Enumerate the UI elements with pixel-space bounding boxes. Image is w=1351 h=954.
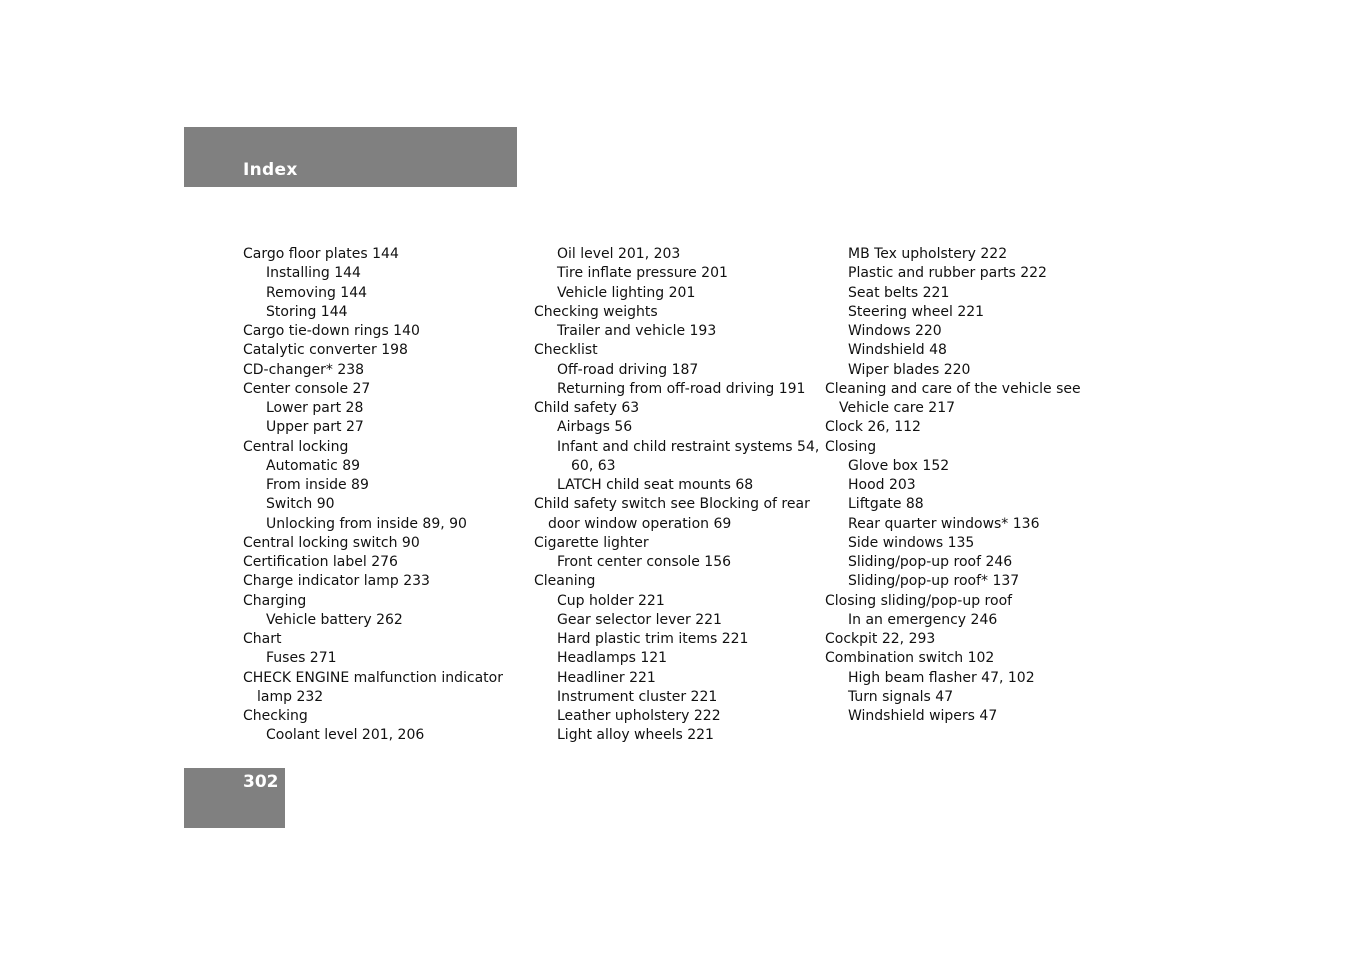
index-entry: Chart xyxy=(243,631,282,647)
index-entry: Cleaning xyxy=(534,573,596,590)
index-subentry: In an emergency 246 xyxy=(848,611,998,628)
index-entry: Central locking xyxy=(243,438,349,455)
index-entry: Central locking switch 90 xyxy=(243,534,420,551)
index-subentry: Headlamps 121 xyxy=(557,650,668,667)
index-subentry: LATCH child seat mounts 68 xyxy=(557,477,754,493)
index-subentry: Instrument cluster 221 xyxy=(557,688,718,705)
section-title: Index xyxy=(243,160,298,180)
index-subentry: Windshield wipers 47 xyxy=(848,708,998,724)
index-subentry: Hard plastic trim items 221 xyxy=(557,631,749,647)
index-subentry: Glove box 152 xyxy=(848,457,950,474)
index-entry: Cleaning and care of the vehicle see xyxy=(825,380,1081,397)
index-entry-continuation: 60, 63 xyxy=(571,457,616,474)
index-entry: Child safety switch see Blocking of rear xyxy=(534,496,810,513)
index-subentry: Returning from off-road driving 191 xyxy=(557,380,806,397)
index-subentry: Trailer and vehicle 193 xyxy=(557,323,717,339)
index-entry: Combination switch 102 xyxy=(825,650,995,667)
index-entry: CHECK ENGINE malfunction indicator xyxy=(243,669,503,686)
index-subentry: Vehicle battery 262 xyxy=(266,611,403,628)
section-header-bar xyxy=(184,127,517,187)
index-entry: Cockpit 22, 293 xyxy=(825,631,936,647)
index-entry-continuation: Vehicle care 217 xyxy=(839,400,956,416)
index-subentry: Unlocking from inside 89, 90 xyxy=(266,515,467,532)
index-entry: Charging xyxy=(243,592,307,609)
index-entry: Center console 27 xyxy=(243,380,371,397)
index-subentry: MB Tex upholstery 222 xyxy=(848,246,1008,262)
page-number-box xyxy=(184,768,285,828)
index-subentry: Airbags 56 xyxy=(557,419,633,436)
index-subentry: Coolant level 201, 206 xyxy=(266,727,425,744)
index-subentry: Sliding/pop-up roof* 137 xyxy=(848,573,1020,590)
index-column-1 xyxy=(243,245,513,746)
index-column-2 xyxy=(534,245,820,746)
index-subentry: Plastic and rubber parts 222 xyxy=(848,265,1047,282)
index-entry: Checking xyxy=(243,708,308,724)
index-entry: Checking weights xyxy=(534,303,658,320)
index-entry: Cargo floor plates 144 xyxy=(243,246,399,262)
index-entry: Charge indicator lamp 233 xyxy=(243,573,430,590)
index-subentry: Rear quarter windows* 136 xyxy=(848,515,1040,532)
index-subentry: From inside 89 xyxy=(266,477,369,493)
index-entry: Closing xyxy=(825,438,877,455)
index-subentry: Gear selector lever 221 xyxy=(557,611,722,628)
index-subentry: Cup holder 221 xyxy=(557,592,665,609)
index-subentry: Liftgate 88 xyxy=(848,496,924,513)
index-subentry: Seat belts 221 xyxy=(848,284,950,301)
index-entry: Checklist xyxy=(534,342,598,359)
index-subentry: Oil level 201, 203 xyxy=(557,246,681,262)
index-entry: Clock 26, 112 xyxy=(825,419,921,436)
index-subentry: Light alloy wheels 221 xyxy=(557,727,714,744)
index-subentry: Front center console 156 xyxy=(557,554,732,570)
index-subentry: Steering wheel 221 xyxy=(848,303,985,320)
index-subentry: Windows 220 xyxy=(848,323,942,339)
index-subentry: Off-road driving 187 xyxy=(557,361,699,378)
index-entry: Cigarette lighter xyxy=(534,534,649,551)
index-entry-continuation: lamp 232 xyxy=(257,688,324,705)
page-number: 302 xyxy=(243,772,279,792)
index-subentry: Turn signals 47 xyxy=(848,688,954,705)
index-subentry: Sliding/pop-up roof 246 xyxy=(848,554,1013,570)
index-subentry: Automatic 89 xyxy=(266,457,361,474)
index-subentry: Switch 90 xyxy=(266,496,335,513)
index-subentry: Tire inflate pressure 201 xyxy=(557,265,728,282)
index-subentry: Windshield 48 xyxy=(848,342,947,359)
index-subentry: Leather upholstery 222 xyxy=(557,708,721,724)
index-subentry: Upper part 27 xyxy=(266,419,364,436)
index-entry: Child safety 63 xyxy=(534,400,640,416)
index-entry: Cargo tie-down rings 140 xyxy=(243,323,420,339)
index-entry: CD-changer* 238 xyxy=(243,361,365,378)
index-entry-continuation: door window operation 69 xyxy=(548,515,732,532)
index-subentry: High beam flasher 47, 102 xyxy=(848,669,1035,686)
index-subentry: Infant and child restraint systems 54, xyxy=(557,438,820,455)
index-subentry: Removing 144 xyxy=(266,284,368,301)
index-entry: Catalytic converter 198 xyxy=(243,342,408,359)
index-subentry: Installing 144 xyxy=(266,265,361,282)
index-subentry: Vehicle lighting 201 xyxy=(557,284,696,301)
index-subentry: Side windows 135 xyxy=(848,534,975,551)
index-entry: Closing sliding/pop-up roof xyxy=(825,592,1013,609)
index-subentry: Storing 144 xyxy=(266,303,348,320)
index-subentry: Headliner 221 xyxy=(557,669,656,686)
index-subentry: Lower part 28 xyxy=(266,400,364,416)
index-subentry: Fuses 271 xyxy=(266,650,337,667)
index-entry: Certification label 276 xyxy=(243,554,398,570)
index-subentry: Hood 203 xyxy=(848,477,916,493)
index-column-3 xyxy=(825,245,1095,726)
index-subentry: Wiper blades 220 xyxy=(848,361,971,378)
